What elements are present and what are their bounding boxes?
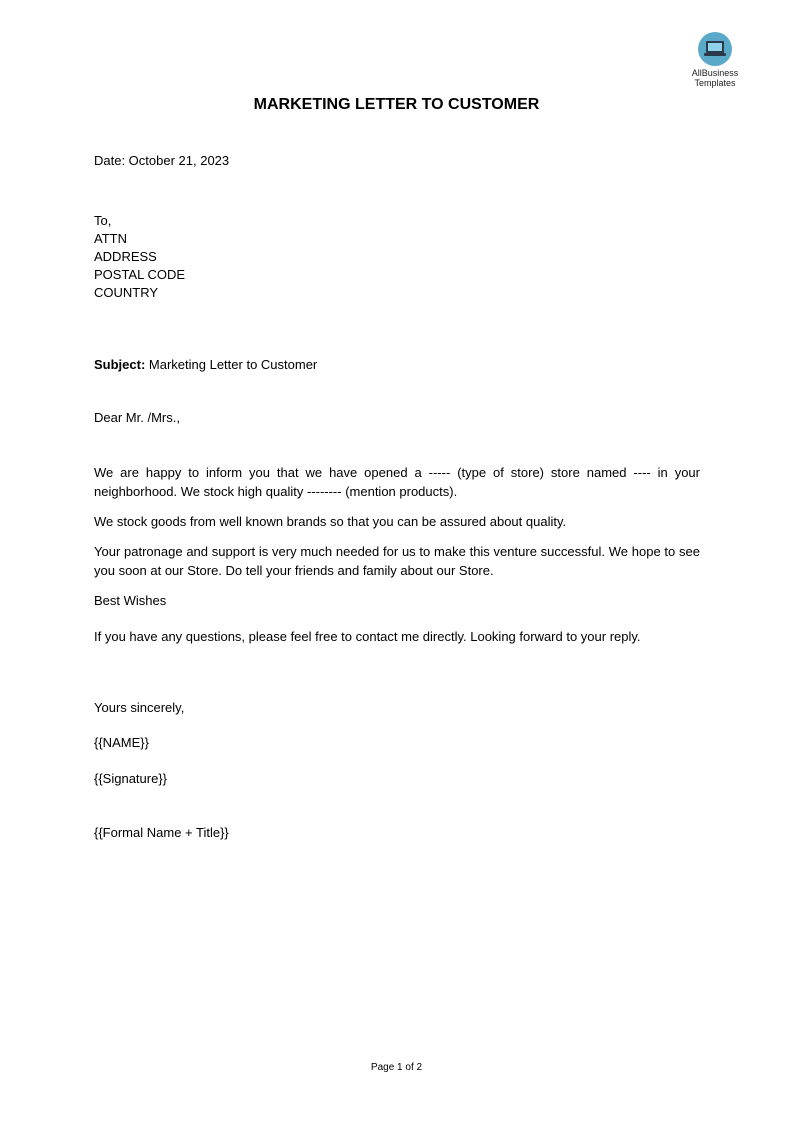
- body-paragraph-2: We stock goods from well known brands so that you can be assured about quality.: [94, 514, 567, 529]
- subject-label: Subject:: [94, 357, 146, 372]
- subject-text: Marketing Letter to Customer: [145, 357, 318, 372]
- address-line: ADDRESS: [94, 249, 157, 264]
- body-paragraph-1: We are happy to inform you that we have opened a ----- (type of store) store named ---- in your neighborhood. We stock high quality -------- (mention products).: [94, 465, 700, 499]
- closing-formal-name: {{Formal Name + Title}}: [94, 825, 229, 840]
- address-postal: POSTAL CODE: [94, 267, 186, 282]
- address-to: To,: [94, 213, 112, 228]
- closing-sincerely: Yours sincerely,: [94, 700, 185, 715]
- salutation: Dear Mr. /Mrs.,: [94, 410, 180, 425]
- closing-signature: {{Signature}}: [94, 771, 168, 786]
- address-attn: ATTN: [94, 231, 127, 246]
- address-country: COUNTRY: [94, 285, 159, 300]
- laptop-icon: [698, 32, 732, 66]
- body-paragraph-4: Best Wishes: [94, 593, 167, 608]
- company-logo: [680, 32, 750, 88]
- subject-line: [94, 356, 317, 374]
- letter-date: Date: October 21, 2023: [94, 153, 230, 168]
- body-paragraph-5: If you have any questions, please feel free to contact me directly. Looking forward to your reply.: [94, 629, 641, 644]
- page-number: Page 1 of 2: [370, 1062, 423, 1073]
- logo-text-line1: AllBusiness: [691, 68, 739, 78]
- document-title: MARKETING LETTER TO CUSTOMER: [253, 96, 540, 113]
- body-paragraph-3: Your patronage and support is very much needed for us to make this venture successful. We hope to see you soon at our Store. Do tell your friends and family about our Store.: [94, 544, 700, 578]
- closing-name: {{NAME}}: [94, 735, 149, 750]
- logo-text-line2: Templates: [694, 78, 736, 88]
